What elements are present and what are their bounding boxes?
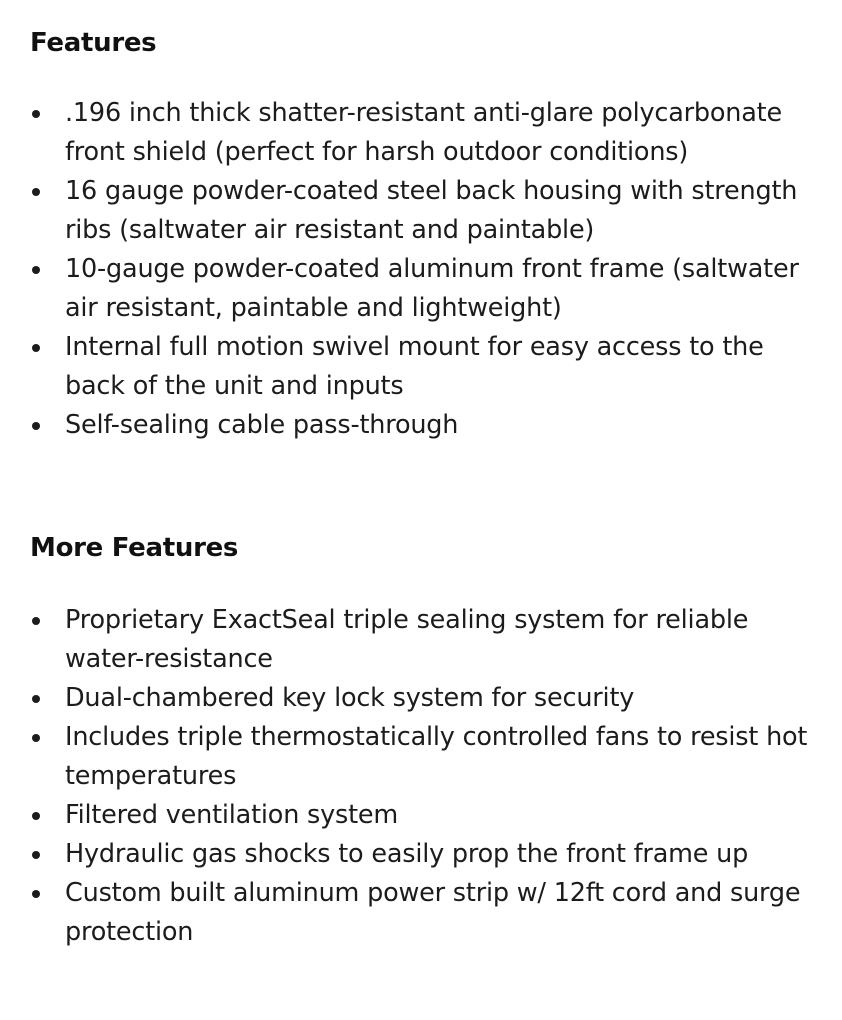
more-features-list-item (30, 835, 818, 874)
list-item-text: Proprietary ExactSeal triple sealing system for reliable water-resistance (65, 605, 749, 674)
bullet-icon (32, 266, 40, 274)
more-features-list (30, 601, 818, 952)
list-item-text: .196 inch thick shatter-resistant anti-glare polycarbonate front shield (perfect for harsh outdoor conditions) (65, 98, 782, 167)
more-features-list-item (30, 874, 818, 952)
features-list (30, 94, 818, 445)
features-list-item (30, 94, 818, 172)
list-item-text: 10-gauge powder-coated aluminum front frame (saltwater air resistant, paintable and lightweight) (65, 254, 799, 323)
more-features-list-item (30, 679, 818, 718)
more-features-heading: More Features (30, 533, 239, 563)
list-item-text: Self-sealing cable pass-through (65, 410, 459, 440)
list-item-text: Dual-chambered key lock system for security (65, 683, 635, 713)
list-item-text: 16 gauge powder-coated steel back housing with strength ribs (saltwater air resistant and paintable) (65, 176, 798, 245)
bullet-icon (32, 890, 40, 898)
features-list-item (30, 406, 818, 445)
bullet-icon (32, 110, 40, 118)
list-item-text: Internal full motion swivel mount for easy access to the back of the unit and inputs (65, 332, 764, 401)
features-heading: Features (30, 28, 157, 58)
bullet-icon (32, 188, 40, 196)
bullet-icon (32, 812, 40, 820)
more-features-list-item (30, 601, 818, 679)
list-item-text: Filtered ventilation system (65, 800, 399, 830)
more-features-list-item (30, 718, 818, 796)
bullet-icon (32, 734, 40, 742)
features-list-item (30, 328, 818, 406)
features-list-item (30, 172, 818, 250)
bullet-icon (32, 695, 40, 703)
bullet-icon (32, 344, 40, 352)
bullet-icon (32, 851, 40, 859)
more-features-list-item (30, 796, 818, 835)
bullet-icon (32, 617, 40, 625)
list-item-text: Custom built aluminum power strip w/ 12ft cord and surge protection (65, 878, 801, 947)
list-item-text: Hydraulic gas shocks to easily prop the front frame up (65, 839, 749, 869)
list-item-text: Includes triple thermostatically controlled fans to resist hot temperatures (65, 722, 808, 791)
bullet-icon (32, 422, 40, 430)
features-list-item (30, 250, 818, 328)
